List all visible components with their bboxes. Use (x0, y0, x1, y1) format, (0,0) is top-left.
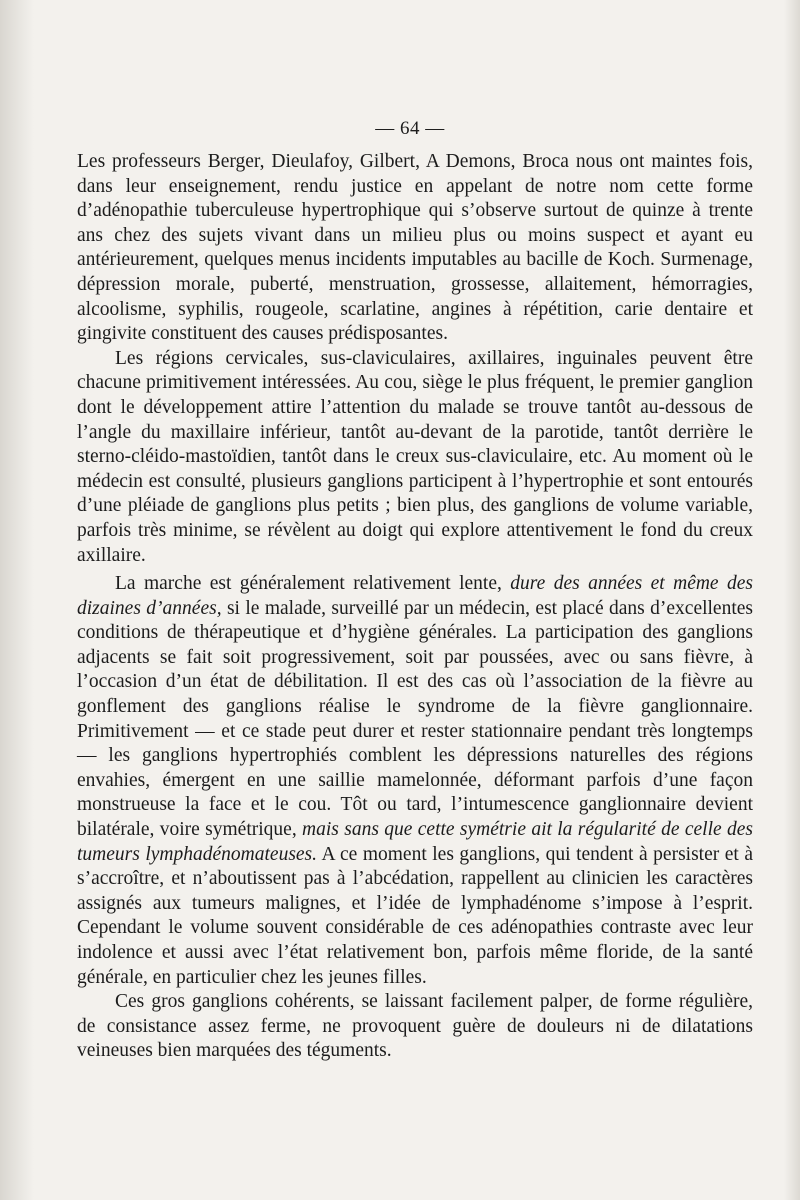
paragraph-causes: Les professeurs Berger, Dieulafoy, Gilbert, A Demons, Broca nous ont maintes fois, dans leur enseignement, rendu justice en appelant de notre nom cette forme d’adénopathie tuberculeuse hypertrophique qui s’observe surtout de quinze à trente ans chez des sujets vivant dans un milieu plus ou moins suspect et ayant eu antérieurement, quelques menus incidents imputables au bacille de Koch. Surmenage, dépression morale, puberté, menstruation, grossesse, allaitement, hémorragies, alcoolisme, syphilis, rougeole, scarlatine, angines à répétition, carie dentaire et gingivite constituent des causes prédisposantes. (77, 151, 753, 345)
paragraph-regions: Les régions cervicales, sus-claviculaires, axillaires, inguinales peuvent être chacune primitivement intéressées. Au cou, siège le plus fréquent, le premier ganglion dont le développement attire l’attention du malade se trouve tantôt au-dessous de l’angle du maxillaire inférieur, tantôt au-devant de la parotide, tantôt derrière le sterno-cléido-mastoïdien, tantôt dans le creux sus-claviculaire, etc. Au moment où le médecin est consulté, plusieurs ganglions participent à l’hypertrophie et sont entourés d’une pléiade de ganglions plus petits ; bien plus, des ganglions de volume variable, parfois très minime, se révèlent au doigt qui explore attentivement le fond du creux axillaire. (77, 347, 753, 566)
body-text (77, 150, 753, 1064)
evolution-text-2: si le malade, surveillé par un médecin, est placé dans d’excellentes conditions de thérapeutique et d’hygiène générales. La participation des ganglions adjacents se fait soit progressivement, soit par poussées, avec ou sans fièvre, à l’occasion d’un état de débilitation. Il est des cas où l’association de la fièvre au gonflement des ganglions réalise le syndrome de la fièvre ganglionnaire. Primitivement — et ce stade peut durer et rester stationnaire pendant très longtemps — les ganglions hypertrophiés comblent les dépressions naturelles des régions envahies, émergent en une saillie mamelonnée, déformant parfois d’une façon monstrueuse la face et le cou. Tôt ou tard, l’intumescence ganglionnaire devient bilatérale, voire symétrique, (77, 597, 753, 841)
evolution-italic-duration: dure des années et même des dizaines d’années, (77, 573, 753, 619)
evolution-text-3: A ce moment les ganglions, qui tendent à persister et à s’accroître, et n’aboutissent pas à l’abcédation, rappellent au clinicien les caractères assignés aux tumeurs malignes, et l’idée de lymphadénome s’impose à l’esprit. Cependant le volume souvent considérable de ces adénopathies contraste avec leur indolence et aussi avec l’état relativement bon, parfois même floride, de la santé générale, en particulier chez les jeunes filles. (77, 843, 753, 988)
page-number: — 64 — (375, 118, 445, 139)
paragraph-ganglions: Ces gros ganglions cohérents, se laissant facilement palper, de forme régulière, de consistance assez ferme, ne provoquent guère de douleurs ni de dilatations veineuses bien marquées des téguments. (77, 991, 753, 1062)
evolution-italic-symmetry: mais sans que cette symétrie ait la régularité de celle des tumeurs lymphadénomateuses. (77, 819, 753, 865)
paragraph-evolution (77, 572, 753, 990)
evolution-text-1: La marche est généralement relativement lente, (115, 573, 511, 595)
